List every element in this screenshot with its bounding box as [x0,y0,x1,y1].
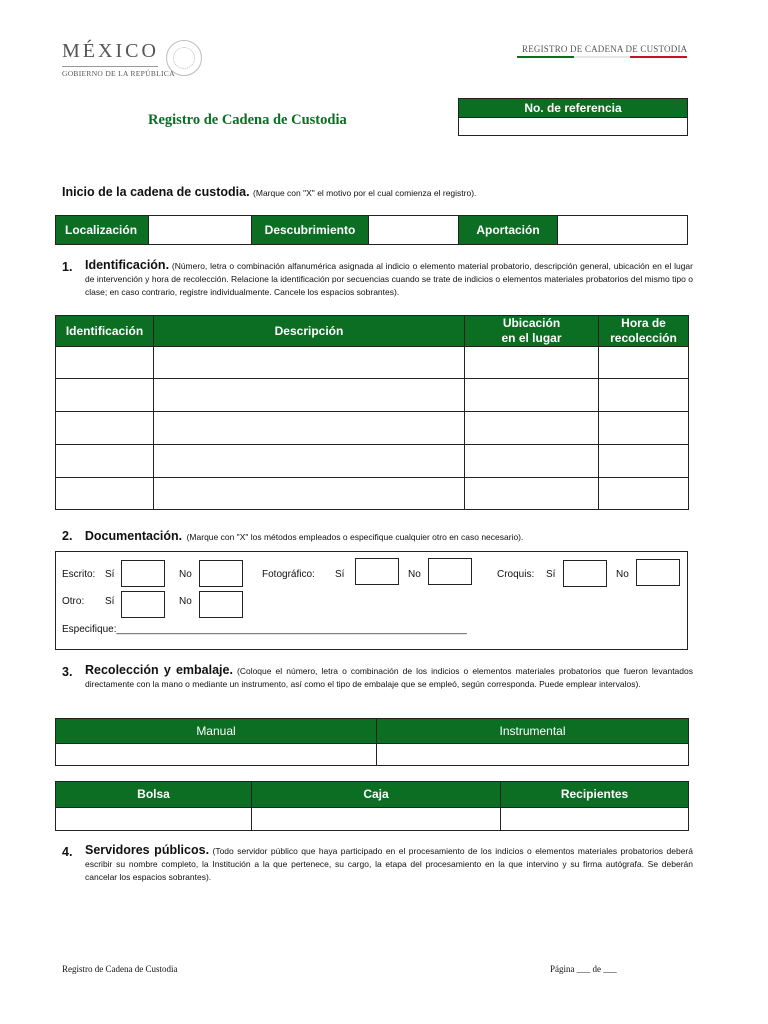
cell-ubicacion[interactable] [465,379,599,412]
escrito-label: Escrito: [62,569,96,580]
start-heading-text: Inicio de la cadena de custodia. [62,185,250,199]
footer-page-number: Página ___ de ___ [550,964,617,974]
fotografico-si-checkbox[interactable] [355,558,399,585]
cell-recipientes[interactable] [501,808,689,831]
section-4-text [85,844,693,884]
section-2-title: Documentación. [84,529,183,543]
otro-no-checkbox[interactable] [199,591,243,618]
section-3-text [85,664,693,691]
cell-hora[interactable] [599,347,689,379]
croquis-si-checkbox[interactable] [563,560,607,587]
otro-label: Otro: [62,596,85,607]
option-aportacion-label: Aportación [459,216,558,244]
fotografico-si-label: Sí [335,569,345,580]
packaging-table [55,781,689,831]
col-hora: Hora de recolección [599,316,689,347]
option-localizacion-box[interactable] [149,216,252,244]
cell-identificacion[interactable] [56,412,154,445]
table-row [56,808,689,831]
cell-instrumental[interactable] [377,744,689,766]
documentation-box [55,551,688,650]
escrito-si-checkbox[interactable] [121,560,165,587]
section-3-description: (Coloque el número, letra o combinación de los indicios o elementos materiales probatorios que fueron levantados directamente con la mano o mediante un instrumento, así como el tipo de embalaje que se empleó, según corresponda. Puede emplear intervalos). [85,666,693,689]
section-3-number: 3. [62,665,73,679]
table-row [56,445,689,478]
identification-table [55,315,689,510]
cell-caja[interactable] [252,808,501,831]
section-4-number: 4. [62,845,73,859]
section-1-text [85,259,693,299]
tricolor-rule [517,56,687,58]
col-instrumental: Instrumental [377,719,689,744]
fotografico-no-checkbox[interactable] [428,558,472,585]
section-1-description: (Número, letra o combinación alfanumérica asignada al indicio o elemento material probatorio, descripción general, ubicación en el lugar de intervención y hora de recolección. Relacione la identificación por secuencias cuando se trate de indicios o elementos materiales probatorios del mismo tipo o clase; en caso contrario, registre individualmente. Cancele los espacios sobrantes). [85,261,693,297]
cell-hora[interactable] [599,412,689,445]
cell-ubicacion[interactable] [465,445,599,478]
cell-identificacion[interactable] [56,379,154,412]
table-row [56,379,689,412]
section-4-title: Servidores públicos. [85,843,210,857]
section-2-note: (Marque con "X" los métodos empleados o especifique cualquier otro en caso necesario). [186,532,524,542]
cell-ubicacion[interactable] [465,478,599,510]
cell-bolsa[interactable] [56,808,252,831]
cell-hora[interactable] [599,445,689,478]
croquis-no-checkbox[interactable] [636,559,680,586]
croquis-label: Croquis: [497,569,535,580]
option-descubrimiento-label: Descubrimiento [252,216,369,244]
reference-field[interactable] [459,118,687,135]
otro-si-checkbox[interactable] [121,591,165,618]
cell-identificacion[interactable] [56,478,154,510]
cell-ubicacion[interactable] [465,347,599,379]
cell-hora[interactable] [599,478,689,510]
section-4-description: (Todo servidor público que haya participado en el procesamiento de los indicios o elementos materiales probatorios deberá escribir su nombre completo, la Institución a la que pertenece, su cargo, la etapa del procesamiento en la que intervino y su firma autógrafa. Se deberán cancelar los espacios sobrantes). [85,846,693,882]
especifique-field[interactable]: Especifique:_______________________________________________________________ [62,624,467,635]
start-options-row [55,215,688,245]
fotografico-label: Fotográfico: [262,569,315,580]
logo-rule [62,66,158,67]
escrito-no-checkbox[interactable] [199,560,243,587]
cell-identificacion[interactable] [56,445,154,478]
reference-box [458,98,688,136]
section-2-number: 2. [62,529,73,543]
reference-label: No. de referencia [459,99,687,118]
otro-no-label: No [179,596,192,607]
section-1-number: 1. [62,260,73,274]
logo-subtitle: GOBIERNO DE LA REPÚBLICA [62,69,175,78]
table-row [56,347,689,379]
otro-si-label: Sí [105,596,115,607]
cell-ubicacion[interactable] [465,412,599,445]
header-logo [58,40,208,80]
cell-identificacion[interactable] [56,347,154,379]
cell-manual[interactable] [56,744,377,766]
table-row [56,478,689,510]
col-identificacion: Identificación [56,316,154,347]
header-right-label: REGISTRO DE CADENA DE CUSTODIA [522,44,688,54]
croquis-si-label: Sí [546,569,556,580]
cell-descripcion[interactable] [154,478,465,510]
col-manual: Manual [56,719,377,744]
page-title: Registro de Cadena de Custodia [148,112,347,128]
logo-word: MÉXICO [62,40,159,62]
cell-descripcion[interactable] [154,412,465,445]
section-1-title: Identificación. [85,258,170,272]
section-3-title: Recolección y embalaje. [85,663,233,677]
option-descubrimiento-box[interactable] [369,216,459,244]
col-ubicacion: Ubicación en el lugar [465,316,599,347]
cell-hora[interactable] [599,379,689,412]
fotografico-no-label: No [408,569,421,580]
start-heading [62,185,476,199]
section-2-heading [62,527,523,545]
croquis-no-label: No [616,569,629,580]
method-table [55,718,689,766]
cell-descripcion[interactable] [154,347,465,379]
cell-descripcion[interactable] [154,445,465,478]
cell-descripcion[interactable] [154,379,465,412]
col-bolsa: Bolsa [56,782,252,808]
col-descripcion: Descripción [154,316,465,347]
table-row [56,412,689,445]
col-caja: Caja [252,782,501,808]
option-localizacion-label: Localización [56,216,149,244]
footer-left: Registro de Cadena de Custodia [62,964,178,974]
col-recipientes: Recipientes [501,782,689,808]
escrito-no-label: No [179,569,192,580]
national-seal-icon [166,40,202,76]
start-note: (Marque con "X" el motivo por el cual comienza el registro). [253,188,477,198]
escrito-si-label: Sí [105,569,115,580]
option-aportacion-box[interactable] [558,216,687,244]
table-row [56,744,689,766]
